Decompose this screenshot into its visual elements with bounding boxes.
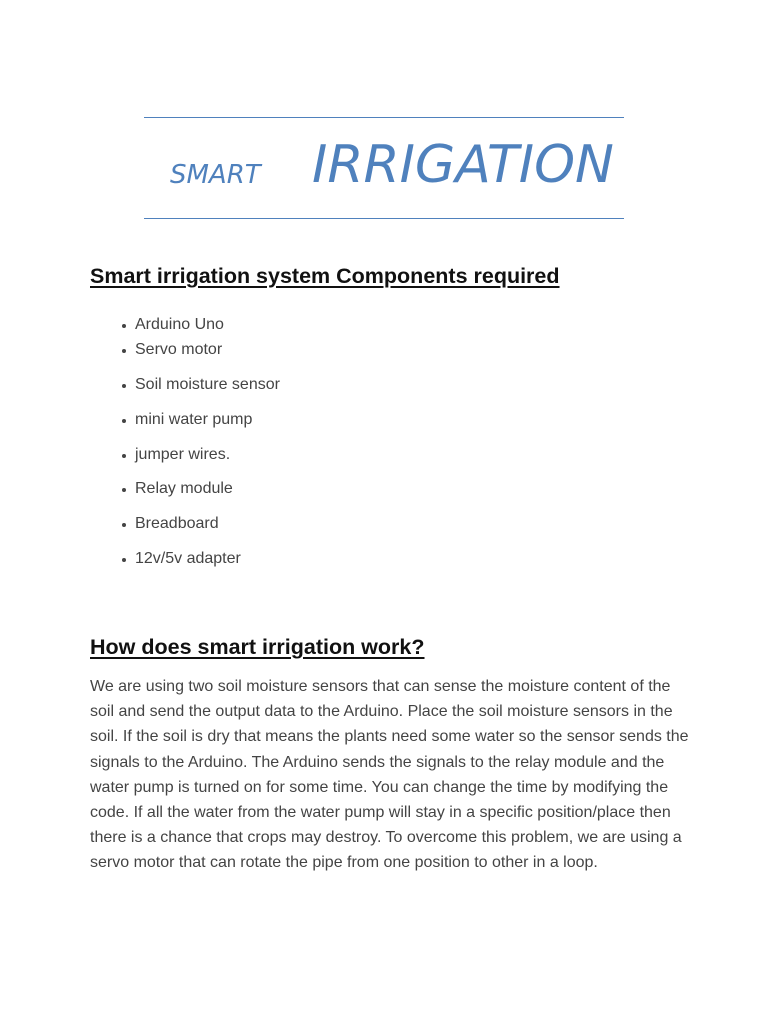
list-item: Servo motor [135,341,223,358]
list-item: jumper wires. [135,446,231,463]
how-it-works-paragraph: We are using two soil moisture sensors that can sense the moisture content of the soil and send the output data to the Arduino. Place the soil moisture sensors in the soil. If the soil is dry that means the plants need some water so the sensor sends the signals to the Arduino. The Arduino sends the signals to the relay module and the water pump is turned on for some time. You can change the time by modifying the code. If all the water from the water pump will stay in a specific position/place then there is a chance that crops may destroy. To overcome this problem, we are using a servo motor that can rotate the pipe from one position to other in a loop. [90,678,689,872]
components-heading: Smart irrigation system Components required [90,264,560,288]
list-item: 12v/5v adapter [135,550,241,567]
title-rule-bottom [144,218,624,219]
list-item: Relay module [135,480,233,497]
list-item: Soil moisture sensor [135,376,280,393]
title-rule-top [144,117,624,118]
title-irrigation: IRRIGATION [312,135,614,195]
title-smart: SMART [170,160,261,190]
list-item: mini water pump [135,411,253,428]
list-item: Arduino Uno [135,316,224,333]
list-item: Breadboard [135,515,219,532]
how-it-works-heading: How does smart irrigation work? [90,635,425,659]
